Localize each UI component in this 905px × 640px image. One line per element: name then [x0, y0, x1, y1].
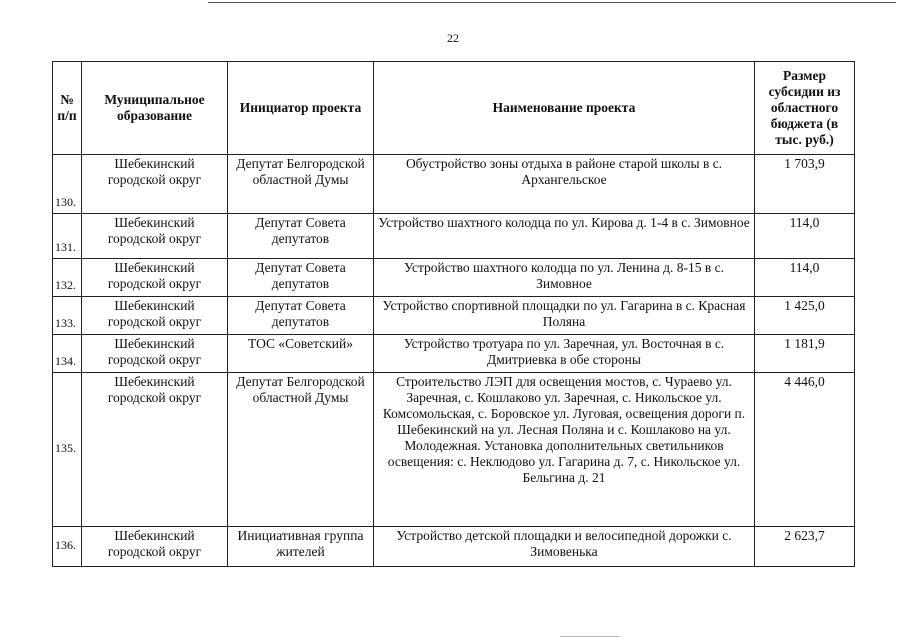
table-row — [53, 214, 855, 259]
project-cell: Устройство детской площадки и велосипедной дорожки с. Зимовенька — [374, 527, 755, 567]
row-number: 132. — [53, 259, 82, 297]
project-cell: Устройство спортивной площадки по ул. Гагарина в с. Красная Поляна — [374, 297, 755, 335]
header-municipality: Муниципальное образование — [82, 62, 228, 155]
header-initiator: Инициатор проекта — [228, 62, 374, 155]
amount-cell: 2 623,7 — [755, 527, 855, 567]
initiator-cell: Депутат Совета депутатов — [228, 214, 374, 259]
header-num: № п/п — [53, 62, 82, 155]
municipality-cell: Шебекинский городской округ — [82, 155, 228, 214]
municipality-cell: Шебекинский городской округ — [82, 335, 228, 373]
initiator-cell: Депутат Совета депутатов — [228, 297, 374, 335]
table-row — [53, 259, 855, 297]
table-row — [53, 527, 855, 567]
row-number: 134. — [53, 335, 82, 373]
municipality-cell: Шебекинский городской округ — [82, 259, 228, 297]
amount-cell: 4 446,0 — [755, 373, 855, 527]
municipality-cell: Шебекинский городской округ — [82, 373, 228, 527]
header-project: Наименование проекта — [374, 62, 755, 155]
municipality-cell: Шебекинский городской округ — [82, 214, 228, 259]
row-number: 131. — [53, 214, 82, 259]
table-row — [53, 335, 855, 373]
subsidy-table — [52, 61, 855, 567]
initiator-cell: Депутат Белгородской областной Думы — [228, 373, 374, 527]
project-cell: Устройство шахтного колодца по ул. Ленина д. 8-15 в с. Зимовное — [374, 259, 755, 297]
table-row — [53, 155, 855, 214]
initiator-cell: ТОС «Советский» — [228, 335, 374, 373]
row-number: 130. — [53, 155, 82, 214]
scan-artifact — [560, 636, 620, 637]
amount-cell: 1 181,9 — [755, 335, 855, 373]
scan-top-rule — [208, 2, 896, 3]
project-cell: Обустройство зоны отдыха в районе старой школы в с. Архангельское — [374, 155, 755, 214]
municipality-cell: Шебекинский городской округ — [82, 527, 228, 567]
table-header-row — [53, 62, 855, 155]
row-number: 133. — [53, 297, 82, 335]
initiator-cell: Депутат Совета депутатов — [228, 259, 374, 297]
header-amount: Размер субсидии из областного бюджета (в тыс. руб.) — [755, 62, 855, 155]
initiator-cell: Инициативная группа жителей — [228, 527, 374, 567]
table-row — [53, 297, 855, 335]
row-number: 135. — [53, 373, 82, 527]
project-cell: Устройство тротуара по ул. Заречная, ул. Восточная в с. Дмитриевка в обе стороны — [374, 335, 755, 373]
amount-cell: 114,0 — [755, 259, 855, 297]
municipality-cell: Шебекинский городской округ — [82, 297, 228, 335]
row-number: 136. — [53, 527, 82, 567]
amount-cell: 114,0 — [755, 214, 855, 259]
amount-cell: 1 425,0 — [755, 297, 855, 335]
page-number: 22 — [447, 31, 459, 45]
project-cell: Строительство ЛЭП для освещения мостов, с. Чураево ул. Заречная, с. Кошлаково ул. Заречная, с. Никольское ул. Комсомольская, с. Боровское ул. Луговая, освещения дороги п. Шебекинский на ул. Лесная Поляна и с. Кошлаково на ул. Молодежная. Установка дополнительных светильников освещения: с. Неклюдово ул. Гагарина д. 7, с. Никольское ул. Бельгина д. 21 — [374, 373, 755, 527]
amount-cell: 1 703,9 — [755, 155, 855, 214]
project-cell: Устройство шахтного колодца по ул. Кирова д. 1-4 в с. Зимовное — [374, 214, 755, 259]
table-row — [53, 373, 855, 527]
initiator-cell: Депутат Белгородской областной Думы — [228, 155, 374, 214]
